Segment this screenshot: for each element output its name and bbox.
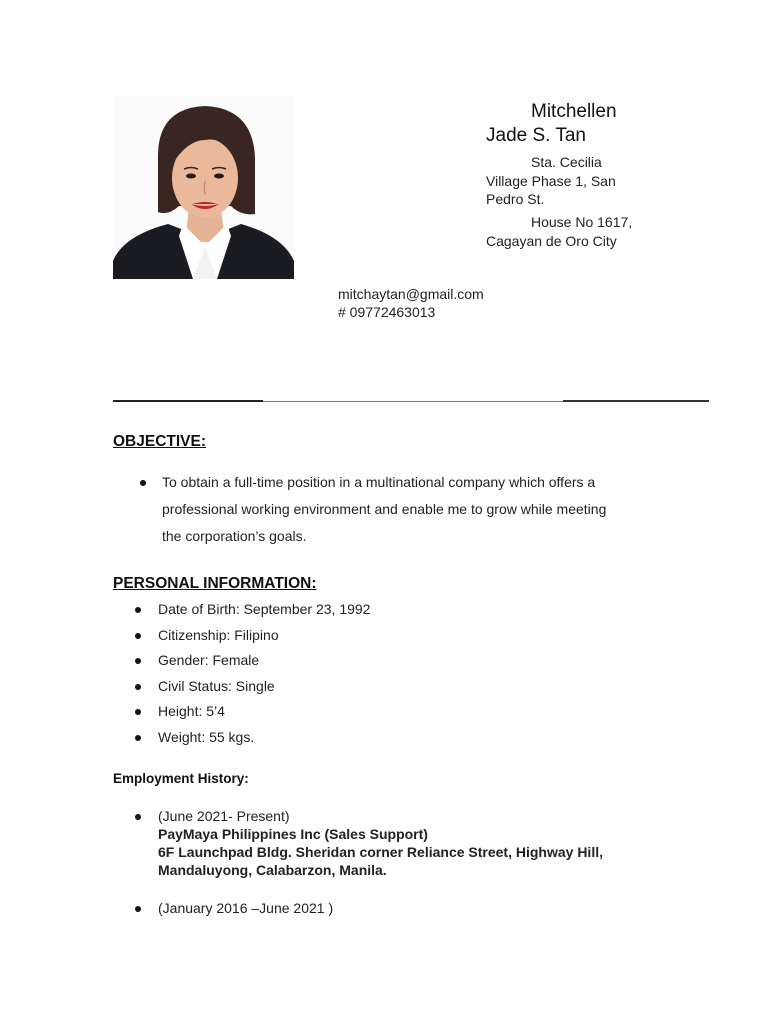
portrait-image	[113, 96, 294, 279]
personal-info-heading: PERSONAL INFORMATION:	[113, 575, 317, 592]
phone-number: # 09772463013	[338, 304, 436, 320]
objective-text	[162, 469, 662, 550]
divider-right	[563, 400, 709, 402]
bullet-icon	[135, 709, 141, 715]
job-entry	[158, 899, 333, 917]
objective-heading: OBJECTIVE:	[113, 433, 207, 450]
address-line: Cagayan de Oro City	[486, 233, 617, 249]
bullet-icon	[140, 480, 146, 486]
bullet-icon	[135, 906, 141, 912]
personal-info-item: Civil Status: Single	[158, 678, 275, 694]
job-address: Mandaluyong, Calabarzon, Manila.	[158, 862, 387, 878]
personal-info-item: Date of Birth: September 23, 1992	[158, 601, 371, 617]
bullet-icon	[135, 735, 141, 741]
objective-line: the corporation’s goals.	[162, 528, 307, 544]
email-address: mitchaytan@gmail.com	[338, 286, 484, 302]
job-address: 6F Launchpad Bldg. Sheridan corner Reliance Street, Highway Hill,	[158, 844, 603, 860]
personal-info-item: Weight: 55 kgs.	[158, 729, 255, 745]
divider-middle	[263, 401, 563, 402]
personal-info-item: Gender: Female	[158, 652, 260, 668]
address-line: House No 1617,	[531, 214, 633, 230]
bullet-icon	[135, 633, 141, 639]
address-line: Sta. Cecilia	[531, 154, 602, 170]
divider-left	[113, 400, 263, 402]
address-line: Pedro St.	[486, 191, 545, 207]
name-second-line: Jade S. Tan	[486, 125, 587, 146]
personal-info-item: Height: 5’4	[158, 703, 225, 719]
job-company: PayMaya Philippines Inc (Sales Support)	[158, 826, 428, 842]
address-line: Village Phase 1, San	[486, 173, 616, 189]
name-first-line: Mitchellen	[531, 101, 617, 122]
bullet-icon	[135, 607, 141, 613]
personal-info-item: Citizenship: Filipino	[158, 627, 279, 643]
job-period: (June 2021- Present)	[158, 808, 290, 824]
job-period: (January 2016 –June 2021 )	[158, 900, 334, 916]
objective-line: To obtain a full-time position in a multinational company which offers a	[162, 474, 596, 490]
bullet-icon	[135, 658, 141, 664]
job-entry	[158, 807, 603, 879]
bullet-icon	[135, 814, 141, 820]
objective-line: professional working environment and enable me to grow while meeting	[162, 501, 607, 517]
employment-heading: Employment History:	[113, 771, 249, 786]
profile-photo	[113, 96, 294, 279]
bullet-icon	[135, 684, 141, 690]
